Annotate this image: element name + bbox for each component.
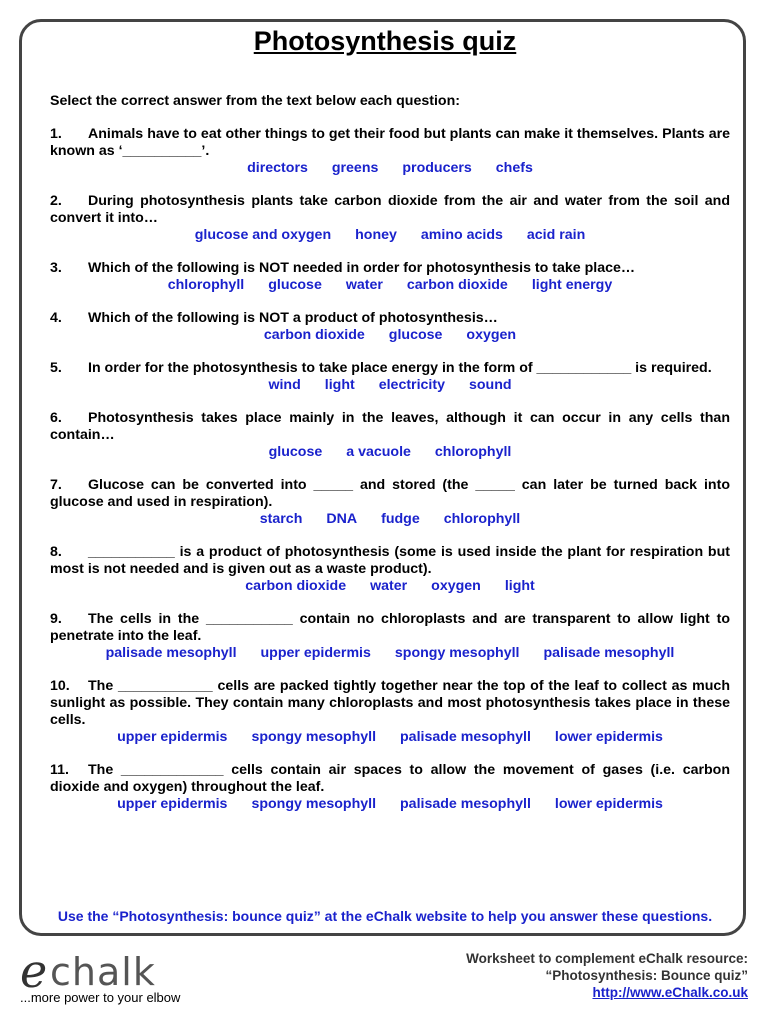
answer-option[interactable]: upper epidermis — [260, 645, 371, 661]
answer-option[interactable]: glucose — [388, 327, 443, 343]
answer-option[interactable]: glucose and oxygen — [194, 227, 332, 243]
answer-options — [50, 327, 730, 344]
question-number: 6. — [50, 410, 62, 426]
answer-option[interactable]: light — [504, 578, 535, 594]
question-text — [50, 126, 730, 160]
answer-option[interactable]: carbon dioxide — [263, 327, 365, 343]
answer-option[interactable]: palisade mesophyll — [105, 645, 237, 661]
question-5 — [50, 360, 730, 394]
logo-letter: e — [20, 944, 48, 998]
question-body: The _____________ cells contain air spaces to allow the movement of gases (i.e. carbon dioxide and oxygen) throughout the leaf. — [50, 762, 730, 795]
question-11 — [50, 762, 730, 813]
answer-option[interactable]: amino acids — [420, 227, 503, 243]
answer-option[interactable]: carbon dioxide — [406, 277, 508, 293]
question-body: Which of the following is NOT a product of photosynthesis… — [88, 310, 498, 326]
question-7 — [50, 477, 730, 528]
answer-option[interactable]: chlorophyll — [434, 444, 512, 460]
instruction: Select the correct answer from the text below each question: — [50, 93, 460, 109]
question-body: The ____________ cells are packed tightly together near the top of the leaf to collect as much sunlight as possible. They contain many chloroplasts and most photosynthesis takes place in these cells. — [50, 678, 730, 728]
question-text — [50, 410, 730, 444]
website-hint: Use the “Photosynthesis: bounce quiz” at the eChalk website to help you answer these questions. — [57, 908, 713, 924]
quiz-content — [50, 93, 730, 829]
answer-option[interactable]: DNA — [326, 511, 358, 527]
answer-option[interactable]: starch — [259, 511, 303, 527]
question-text — [50, 260, 730, 277]
footer-info — [466, 950, 748, 1001]
question-9 — [50, 611, 730, 662]
question-number: 10. — [50, 678, 70, 694]
question-10 — [50, 678, 730, 746]
answer-options — [50, 160, 730, 177]
footer-line1: Worksheet to complement eChalk resource: — [466, 951, 748, 966]
answer-option[interactable]: electricity — [378, 377, 445, 393]
question-text — [50, 762, 730, 796]
answer-option[interactable]: palisade mesophyll — [400, 729, 531, 745]
question-number: 5. — [50, 360, 62, 376]
answer-option[interactable]: fudge — [381, 511, 420, 527]
question-1 — [50, 126, 730, 177]
answer-option[interactable]: lower epidermis — [554, 796, 663, 812]
answer-option[interactable]: directors — [247, 160, 308, 176]
question-body: Photosynthesis takes place mainly in the leaves, although it can occur in any cells than contain… — [50, 410, 730, 443]
answer-option[interactable]: oxygen — [466, 327, 517, 343]
question-number: 11. — [50, 762, 69, 778]
question-body: The cells in the ___________ contain no chloroplasts and are transparent to allow light to penetrate into the leaf. — [50, 611, 730, 644]
answer-options — [50, 796, 730, 813]
answer-option[interactable]: water — [370, 578, 408, 594]
answer-option[interactable]: acid rain — [526, 227, 586, 243]
question-number: 3. — [50, 260, 62, 276]
question-8 — [50, 544, 730, 595]
answer-options — [50, 227, 730, 244]
question-4 — [50, 310, 730, 344]
question-number: 2. — [50, 193, 62, 209]
answer-options — [50, 377, 730, 394]
question-text — [50, 193, 730, 227]
question-number: 9. — [50, 611, 62, 627]
answer-options — [50, 645, 730, 662]
answer-option[interactable]: water — [345, 277, 383, 293]
answer-option[interactable]: producers — [402, 160, 472, 176]
answer-option[interactable]: lower epidermis — [554, 729, 663, 745]
answer-option[interactable]: honey — [355, 227, 397, 243]
question-number: 1. — [50, 126, 62, 142]
answer-option[interactable]: glucose — [268, 444, 323, 460]
question-text — [50, 360, 730, 377]
question-number: 8. — [50, 544, 62, 560]
page-title: Photosynthesis quiz — [253, 26, 517, 56]
question-3 — [50, 260, 730, 294]
answer-option[interactable]: palisade mesophyll — [543, 645, 675, 661]
answer-option[interactable]: spongy mesophyll — [251, 729, 377, 745]
question-list — [50, 126, 730, 813]
answer-option[interactable]: spongy mesophyll — [394, 645, 520, 661]
question-text — [50, 611, 730, 645]
question-text — [50, 544, 730, 578]
question-text — [50, 678, 730, 729]
logo-tagline: ...more power to your elbow — [20, 990, 181, 1005]
echalk-logo — [20, 944, 220, 1010]
question-body: ___________ is a product of photosynthesis (some is used inside the plant for respiration but most is not needed and is given out as a waste product). — [50, 544, 730, 577]
answer-option[interactable]: chlorophyll — [167, 277, 245, 293]
answer-options — [50, 729, 730, 746]
question-body: During photosynthesis plants take carbon dioxide from the air and water from the soil and convert it into… — [50, 193, 730, 226]
answer-option[interactable]: spongy mesophyll — [251, 796, 377, 812]
logo-word: chalk — [50, 950, 156, 994]
question-body: Glucose can be converted into _____ and stored (the _____ can later be turned back into glucose and used in respiration). — [50, 477, 730, 510]
answer-option[interactable]: carbon dioxide — [245, 578, 347, 594]
answer-option[interactable]: chlorophyll — [443, 511, 521, 527]
question-2 — [50, 193, 730, 244]
answer-option[interactable]: palisade mesophyll — [400, 796, 531, 812]
answer-option[interactable]: sound — [468, 377, 512, 393]
question-6 — [50, 410, 730, 461]
answer-option[interactable]: glucose — [268, 277, 322, 293]
answer-options — [50, 578, 730, 595]
question-text — [50, 477, 730, 511]
answer-option[interactable]: upper epidermis — [117, 796, 228, 812]
footer-line2: “Photosynthesis: Bounce quiz” — [545, 968, 748, 983]
answer-option[interactable]: wind — [268, 377, 301, 393]
question-text — [50, 310, 730, 327]
answer-option[interactable]: chefs — [495, 160, 533, 176]
question-number: 4. — [50, 310, 62, 326]
answer-option[interactable]: oxygen — [431, 578, 481, 594]
answer-option[interactable]: light — [324, 377, 355, 393]
answer-options — [50, 277, 730, 294]
question-body: Animals have to eat other things to get their food but plants can make it themselves. Plants are known as ‘__________’. — [50, 126, 730, 159]
answer-options — [50, 444, 730, 461]
question-body: Which of the following is NOT needed in order for photosynthesis to take place… — [88, 260, 636, 276]
answer-option[interactable]: greens — [331, 160, 379, 176]
echalk-link[interactable]: http://www.eChalk.co.uk — [592, 985, 748, 1000]
question-body: In order for the photosynthesis to take place energy in the form of ____________ is required. — [88, 360, 712, 376]
answer-option[interactable]: upper epidermis — [117, 729, 228, 745]
question-number: 7. — [50, 477, 62, 493]
answer-option[interactable]: a vacuole — [346, 444, 411, 460]
answer-option[interactable]: light energy — [531, 277, 613, 293]
answer-options — [50, 511, 730, 528]
